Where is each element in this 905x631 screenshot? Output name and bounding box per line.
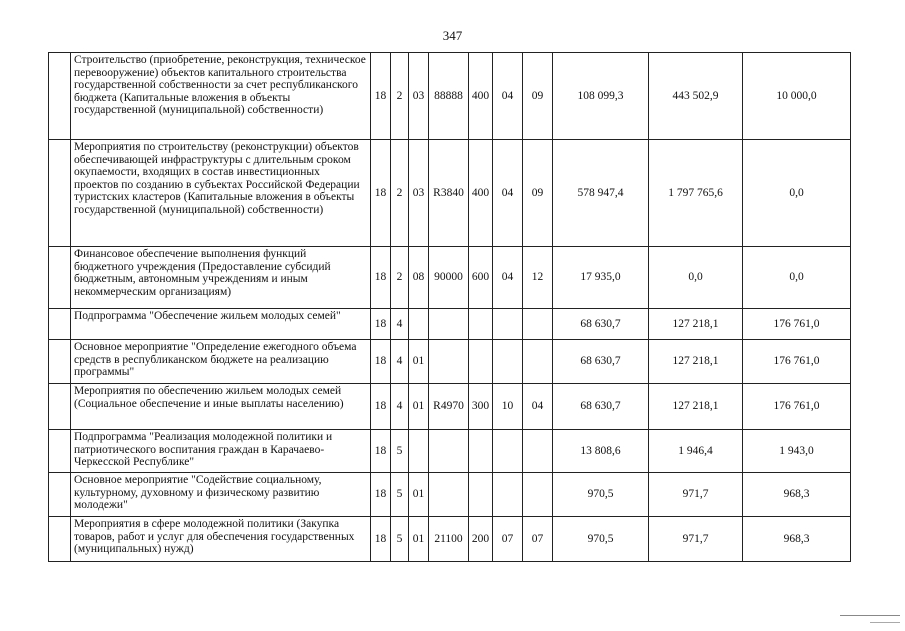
amount-v3: 0,0 [743, 140, 851, 247]
row-name: Подпрограмма "Реализация молодежной политики и патриотического воспитания граждан в Карачаево-Черкесской Республике" [71, 430, 371, 473]
row-index-cell [49, 140, 71, 247]
row-index-cell [49, 247, 71, 309]
row-name: Основное мероприятие "Содействие социальному, культурному, духовному и физическому развитию молодежи" [71, 473, 371, 517]
code-c3: 08 [409, 247, 429, 309]
code-c3 [409, 430, 429, 473]
code-c7: 07 [523, 517, 553, 562]
amount-v2: 1 946,4 [649, 430, 743, 473]
code-c3: 01 [409, 473, 429, 517]
row-index-cell [49, 53, 71, 140]
code-c6: 04 [493, 140, 523, 247]
amount-v1: 68 630,7 [553, 384, 649, 430]
code-c4 [429, 473, 469, 517]
code-c1: 18 [371, 384, 391, 430]
code-c1: 18 [371, 340, 391, 384]
code-c6 [493, 340, 523, 384]
table-row [49, 473, 851, 517]
table-row [49, 517, 851, 562]
code-c2: 5 [391, 430, 409, 473]
code-c6 [493, 430, 523, 473]
row-name: Строительство (приобретение, реконструкция, техническое перевооружение) объектов капитального строительства государственной собственности за счет республиканского бюджета (Капитальные вложения в объекты государственной (муниципальной) собственности) [71, 53, 371, 140]
code-c7 [523, 473, 553, 517]
row-name: Мероприятия по обеспечению жильем молодых семей (Социальное обеспечение и иные выплаты населению) [71, 384, 371, 430]
code-c1: 18 [371, 247, 391, 309]
row-name: Мероприятия в сфере молодежной политики (Закупка товаров, работ и услуг для обеспечения государственных (муниципальных) нужд) [71, 517, 371, 562]
amount-v1: 970,5 [553, 473, 649, 517]
amount-v2: 127 218,1 [649, 340, 743, 384]
code-c5: 600 [469, 247, 493, 309]
code-c3: 01 [409, 384, 429, 430]
page-number: 347 [442, 28, 463, 43]
code-c5 [469, 340, 493, 384]
amount-v1: 17 935,0 [553, 247, 649, 309]
amount-v3: 0,0 [743, 247, 851, 309]
row-name: Мероприятия по строительству (реконструкции) объектов обеспечивающей инфраструктуры с длительным сроком окупаемости, входящих в состав инвестиционных проектов по созданию в субъектах Российской Федерации туристских кластеров (Капитальные вложения в объекты государственной (муниципальной) собственности) [71, 140, 371, 247]
amount-v2: 443 502,9 [649, 53, 743, 140]
code-c3: 03 [409, 53, 429, 140]
code-c2: 5 [391, 517, 409, 562]
code-c2: 4 [391, 340, 409, 384]
code-c7 [523, 430, 553, 473]
code-c4: R4970 [429, 384, 469, 430]
amount-v2: 971,7 [649, 473, 743, 517]
code-c2: 2 [391, 247, 409, 309]
table-row [49, 340, 851, 384]
code-c5 [469, 473, 493, 517]
code-c3 [409, 309, 429, 340]
code-c4: 90000 [429, 247, 469, 309]
code-c5: 300 [469, 384, 493, 430]
table-row [49, 384, 851, 430]
amount-v1: 578 947,4 [553, 140, 649, 247]
amount-v2: 971,7 [649, 517, 743, 562]
code-c6: 04 [493, 247, 523, 309]
code-c4 [429, 340, 469, 384]
table-row [49, 247, 851, 309]
code-c6: 07 [493, 517, 523, 562]
row-index-cell [49, 430, 71, 473]
row-index-cell [49, 340, 71, 384]
row-index-cell [49, 473, 71, 517]
row-name: Финансовое обеспечение выполнения функций бюджетного учреждения (Предоставление субсидий бюджетным, автономным учреждениям и иным некоммерческим организациям) [71, 247, 371, 309]
code-c7: 09 [523, 140, 553, 247]
code-c7 [523, 309, 553, 340]
row-name: Подпрограмма "Обеспечение жильем молодых семей" [71, 309, 371, 340]
code-c1: 18 [371, 309, 391, 340]
amount-v2: 127 218,1 [649, 309, 743, 340]
code-c7: 09 [523, 53, 553, 140]
code-c3: 01 [409, 517, 429, 562]
row-name: Основное мероприятие "Определение ежегодного объема средств в республиканском бюджете на реализацию программы" [71, 340, 371, 384]
code-c3: 03 [409, 140, 429, 247]
code-c7: 04 [523, 384, 553, 430]
code-c5 [469, 430, 493, 473]
code-c2: 5 [391, 473, 409, 517]
code-c5: 400 [469, 140, 493, 247]
code-c2: 2 [391, 53, 409, 140]
amount-v1: 108 099,3 [553, 53, 649, 140]
code-c1: 18 [371, 473, 391, 517]
table-row [49, 53, 851, 140]
code-c6 [493, 473, 523, 517]
amount-v1: 970,5 [553, 517, 649, 562]
amount-v1: 68 630,7 [553, 340, 649, 384]
code-c4: R3840 [429, 140, 469, 247]
amount-v3: 176 761,0 [743, 384, 851, 430]
amount-v1: 68 630,7 [553, 309, 649, 340]
code-c5: 400 [469, 53, 493, 140]
row-index-cell [49, 309, 71, 340]
amount-v1: 13 808,6 [553, 430, 649, 473]
code-c2: 4 [391, 309, 409, 340]
amount-v3: 968,3 [743, 473, 851, 517]
code-c6: 04 [493, 53, 523, 140]
amount-v2: 127 218,1 [649, 384, 743, 430]
amount-v3: 176 761,0 [743, 340, 851, 384]
amount-v3: 176 761,0 [743, 309, 851, 340]
code-c3: 01 [409, 340, 429, 384]
table-row [49, 309, 851, 340]
code-c4: 21100 [429, 517, 469, 562]
code-c6: 10 [493, 384, 523, 430]
code-c7 [523, 340, 553, 384]
amount-v3: 1 943,0 [743, 430, 851, 473]
code-c1: 18 [371, 140, 391, 247]
code-c4 [429, 309, 469, 340]
amount-v2: 1 797 765,6 [649, 140, 743, 247]
scan-mark [870, 622, 900, 623]
code-c5 [469, 309, 493, 340]
code-c5: 200 [469, 517, 493, 562]
row-index-cell [49, 517, 71, 562]
code-c7: 12 [523, 247, 553, 309]
table-row [49, 140, 851, 247]
budget-table [48, 52, 851, 562]
amount-v2: 0,0 [649, 247, 743, 309]
code-c2: 2 [391, 140, 409, 247]
code-c4 [429, 430, 469, 473]
table-row [49, 430, 851, 473]
scan-mark [840, 615, 900, 616]
code-c2: 4 [391, 384, 409, 430]
code-c1: 18 [371, 517, 391, 562]
code-c1: 18 [371, 53, 391, 140]
amount-v3: 968,3 [743, 517, 851, 562]
row-index-cell [49, 384, 71, 430]
code-c6 [493, 309, 523, 340]
code-c4: 88888 [429, 53, 469, 140]
amount-v3: 10 000,0 [743, 53, 851, 140]
code-c1: 18 [371, 430, 391, 473]
